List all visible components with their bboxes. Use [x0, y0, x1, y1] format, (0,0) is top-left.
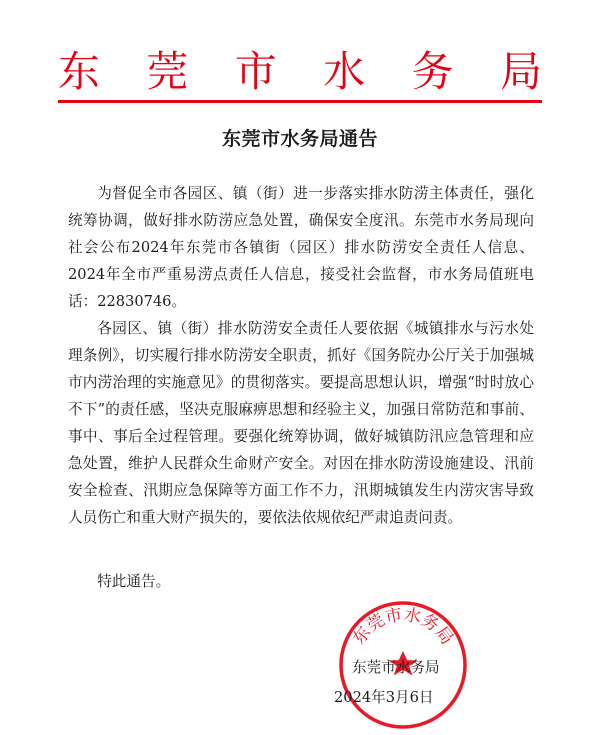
masthead-char: 莞	[146, 47, 189, 96]
signature-date: 2024年3月6日	[334, 689, 434, 706]
body-paragraph: 各园区、镇（街）排水防涝安全责任人要依据《城镇排水与污水处理条例》，切实履行排水防涝安全职责，抓好《国务院办公厅关于加强城市内涝治理的实施意见》的贯彻落实。要提高思想认识，增强“时时放心不下”的责任感，坚决克服麻痹思想和经验主义，加强日常防范和事前、事中、事后全过程管理。要强化统筹协调，做好城镇防汛应急管理和应急处置，维护人民群众生命财产安全。对因在排水防涝设施建设、汛前安全检查、汛期应急保障等方面工作不力，汛期城镇发生内涝灾害导致人员伤亡和重大财产损失的，要依法依规依纪严肃追责问责。	[68, 320, 534, 526]
signature-organization: 东莞市水务局	[352, 659, 440, 676]
closing-line: 特此通告。	[97, 573, 171, 590]
masthead-char: 水	[323, 47, 366, 96]
masthead-red-rule	[58, 100, 542, 103]
masthead-char: 务	[411, 47, 454, 96]
notice-title: 东莞市水务局通告	[221, 128, 378, 150]
notice-body	[68, 180, 534, 531]
masthead-char: 局	[499, 47, 542, 96]
body-paragraph: 为督促全市各园区、镇（街）进一步落实排水防涝主体责任，强化统筹协调，做好排水防涝应急处置，确保安全度汛。东莞市水务局现向社会公布2024年东莞市各镇街（园区）排水防涝安全责任人信息、2024年全市严重易涝点责任人信息，接受社会监督，市水务局值班电话：22830746。	[68, 185, 534, 310]
svg-text:东莞市水务局: 东莞市水务局	[349, 604, 457, 649]
masthead-char: 东	[58, 47, 101, 96]
masthead	[58, 40, 542, 98]
masthead-char: 市	[234, 47, 277, 96]
